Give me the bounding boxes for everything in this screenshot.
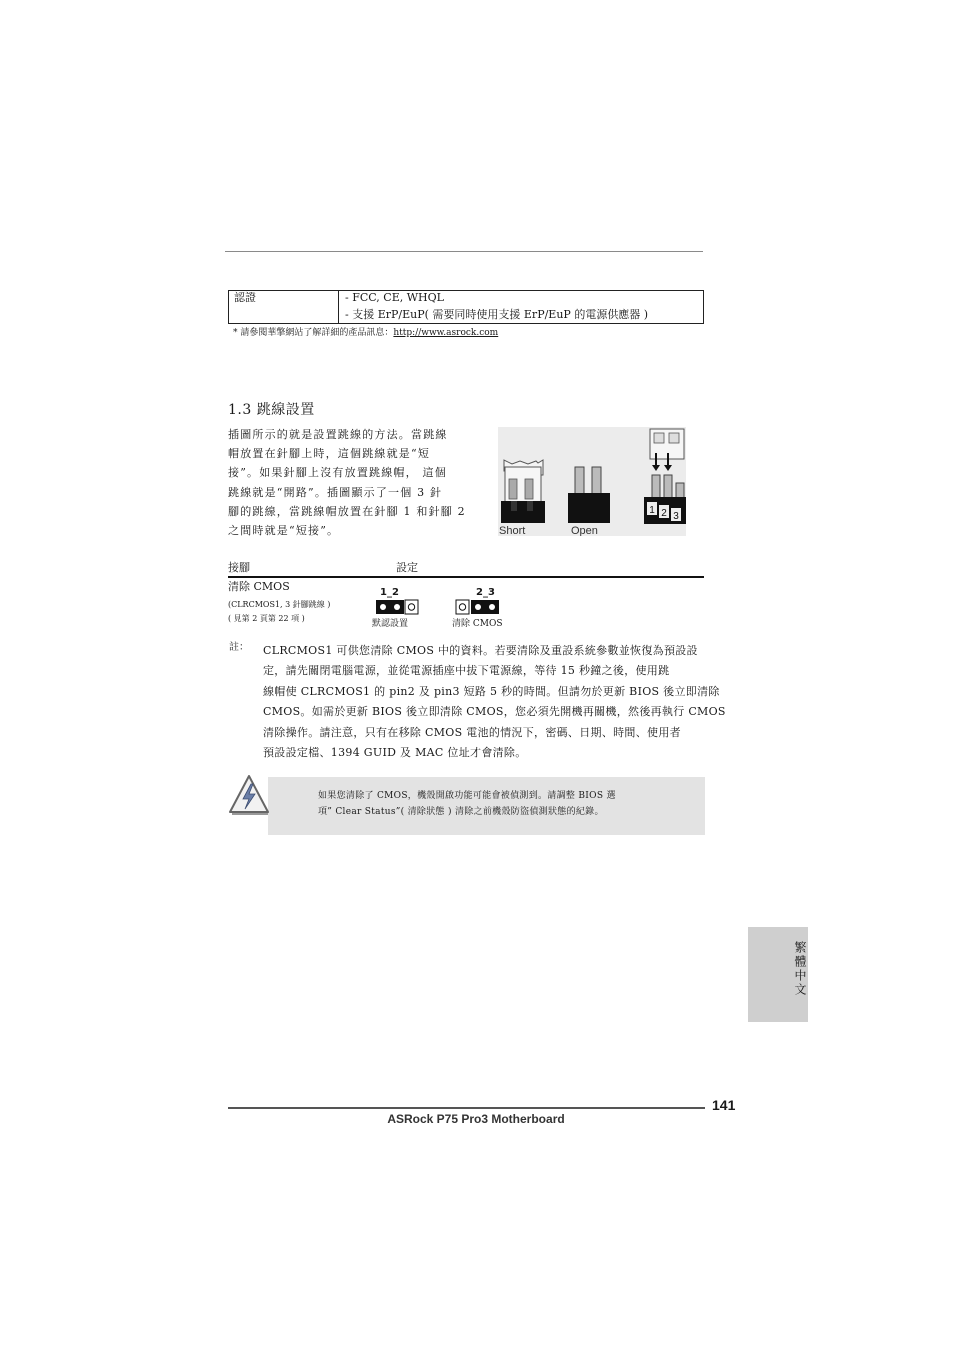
- pin-number: 1: [649, 505, 655, 516]
- note-line: CLRCMOS1 可供您清除 CMOS 中的資料。若要清除及重設系統參數並恢復為預設設: [263, 644, 698, 657]
- warning-line: 如果您清除了 CMOS，機殼開啟功能可能會被偵測到。請調整 BIOS 選: [318, 791, 616, 801]
- pins-label-1-2: 1_2: [380, 587, 399, 598]
- note-paragraph: [263, 641, 726, 763]
- warning-lightning-icon: [228, 774, 270, 816]
- page-number: 141: [712, 1097, 736, 1113]
- intro-line: 腳的跳線，當跳線帽放置在針腳 1 和針腳 2: [228, 504, 466, 518]
- jumper-default-setting-icon: [375, 599, 419, 615]
- clear-cmos-title: 清除 CMOS: [228, 580, 290, 593]
- footnote: [233, 327, 498, 339]
- pins-label-2-3: 2_3: [476, 587, 495, 598]
- short-jumper: [501, 460, 545, 523]
- column-header-setting: 設定: [396, 561, 418, 574]
- open-jumper: [568, 467, 610, 523]
- spec-table: [228, 290, 704, 324]
- warning-text: [318, 788, 616, 820]
- spec-label-certification: 認證: [234, 291, 256, 304]
- note-line: 定，請先關閉電腦電源，並從電源插座中拔下電源線，等待 15 秒鐘之後，使用跳: [263, 664, 670, 678]
- language-tab-label: 繁體中文: [793, 941, 807, 997]
- section-title: 1.3 跳線設置: [228, 402, 315, 418]
- note-line: 線帽使 CLRCMOS1 的 pin2 及 pin3 短路 5 秒的時間。但請勿於更新 BIOS 後立即清除: [263, 684, 720, 698]
- note-line: CMOS。如需於更新 BIOS 後立即清除 CMOS，您必須先開機再關機，然後再執行 CMOS: [263, 705, 726, 719]
- intro-line: 接”。如果針腳上沒有放置跳線帽， 這個: [228, 466, 447, 480]
- intro-line: 帽放置在針腳上時，這個跳線就是“短: [228, 447, 431, 461]
- open-label: Open: [571, 525, 598, 536]
- pin-number: 3: [673, 511, 679, 522]
- table-column-divider: [338, 291, 339, 323]
- top-divider: [225, 251, 703, 252]
- default-setting-caption: 默認設置: [372, 619, 409, 629]
- spec-value-line: - 支援 ErP/EuP( 需要同時使用支援 ErP/EuP 的電源供應器 ): [345, 308, 649, 321]
- short-label: Short: [499, 525, 526, 536]
- note-line: 清除操作。請注意，只有在移除 CMOS 電池的情況下，密碼、日期、時間、使用者: [263, 725, 681, 739]
- footnote-text: * 請參閱華擎網站了解詳細的產品訊息：: [233, 328, 394, 338]
- spec-value-line: - FCC, CE, WHQL: [345, 291, 444, 304]
- language-tab: [748, 927, 808, 1022]
- intro-line: 插圖所示的就是設置跳線的方法。當跳線: [228, 428, 448, 441]
- clear-cmos-jumper-id: (CLRCMOS1, 3 針腳跳線 ): [228, 600, 331, 609]
- pin-number: 2: [661, 508, 667, 519]
- warning-line: 項” Clear Status”( 清除狀態 ) 清除之前機殼防盜偵測狀態的紀錄。: [318, 807, 604, 817]
- three-pin-jumper: [644, 429, 686, 524]
- website-link[interactable]: http://www.asrock.com: [393, 328, 499, 338]
- table-header-rule: [228, 576, 704, 578]
- clear-cmos-caption: 清除 CMOS: [452, 619, 503, 629]
- jumper-clear-cmos-icon: [455, 599, 501, 615]
- intro-line: 之間時就是“短接”。: [228, 524, 340, 538]
- jumper-illustration: [498, 427, 686, 536]
- column-header-jumper: 接腳: [228, 561, 250, 574]
- intro-paragraph: [228, 425, 473, 540]
- clear-cmos-reference: ( 見第 2 頁第 22 項 ): [228, 614, 305, 623]
- footer-rule: [228, 1107, 705, 1109]
- note-line: 預設設定檔、1394 GUID 及 MAC 位址才會清除。: [263, 746, 527, 760]
- note-marker: 註：: [229, 642, 249, 653]
- intro-line: 跳線就是“開路”。插圖顯示了一個 3 針: [228, 485, 443, 499]
- footer-title: ASRock P75 Pro3 Motherboard: [387, 1112, 565, 1126]
- jumper-diagram: [498, 427, 686, 536]
